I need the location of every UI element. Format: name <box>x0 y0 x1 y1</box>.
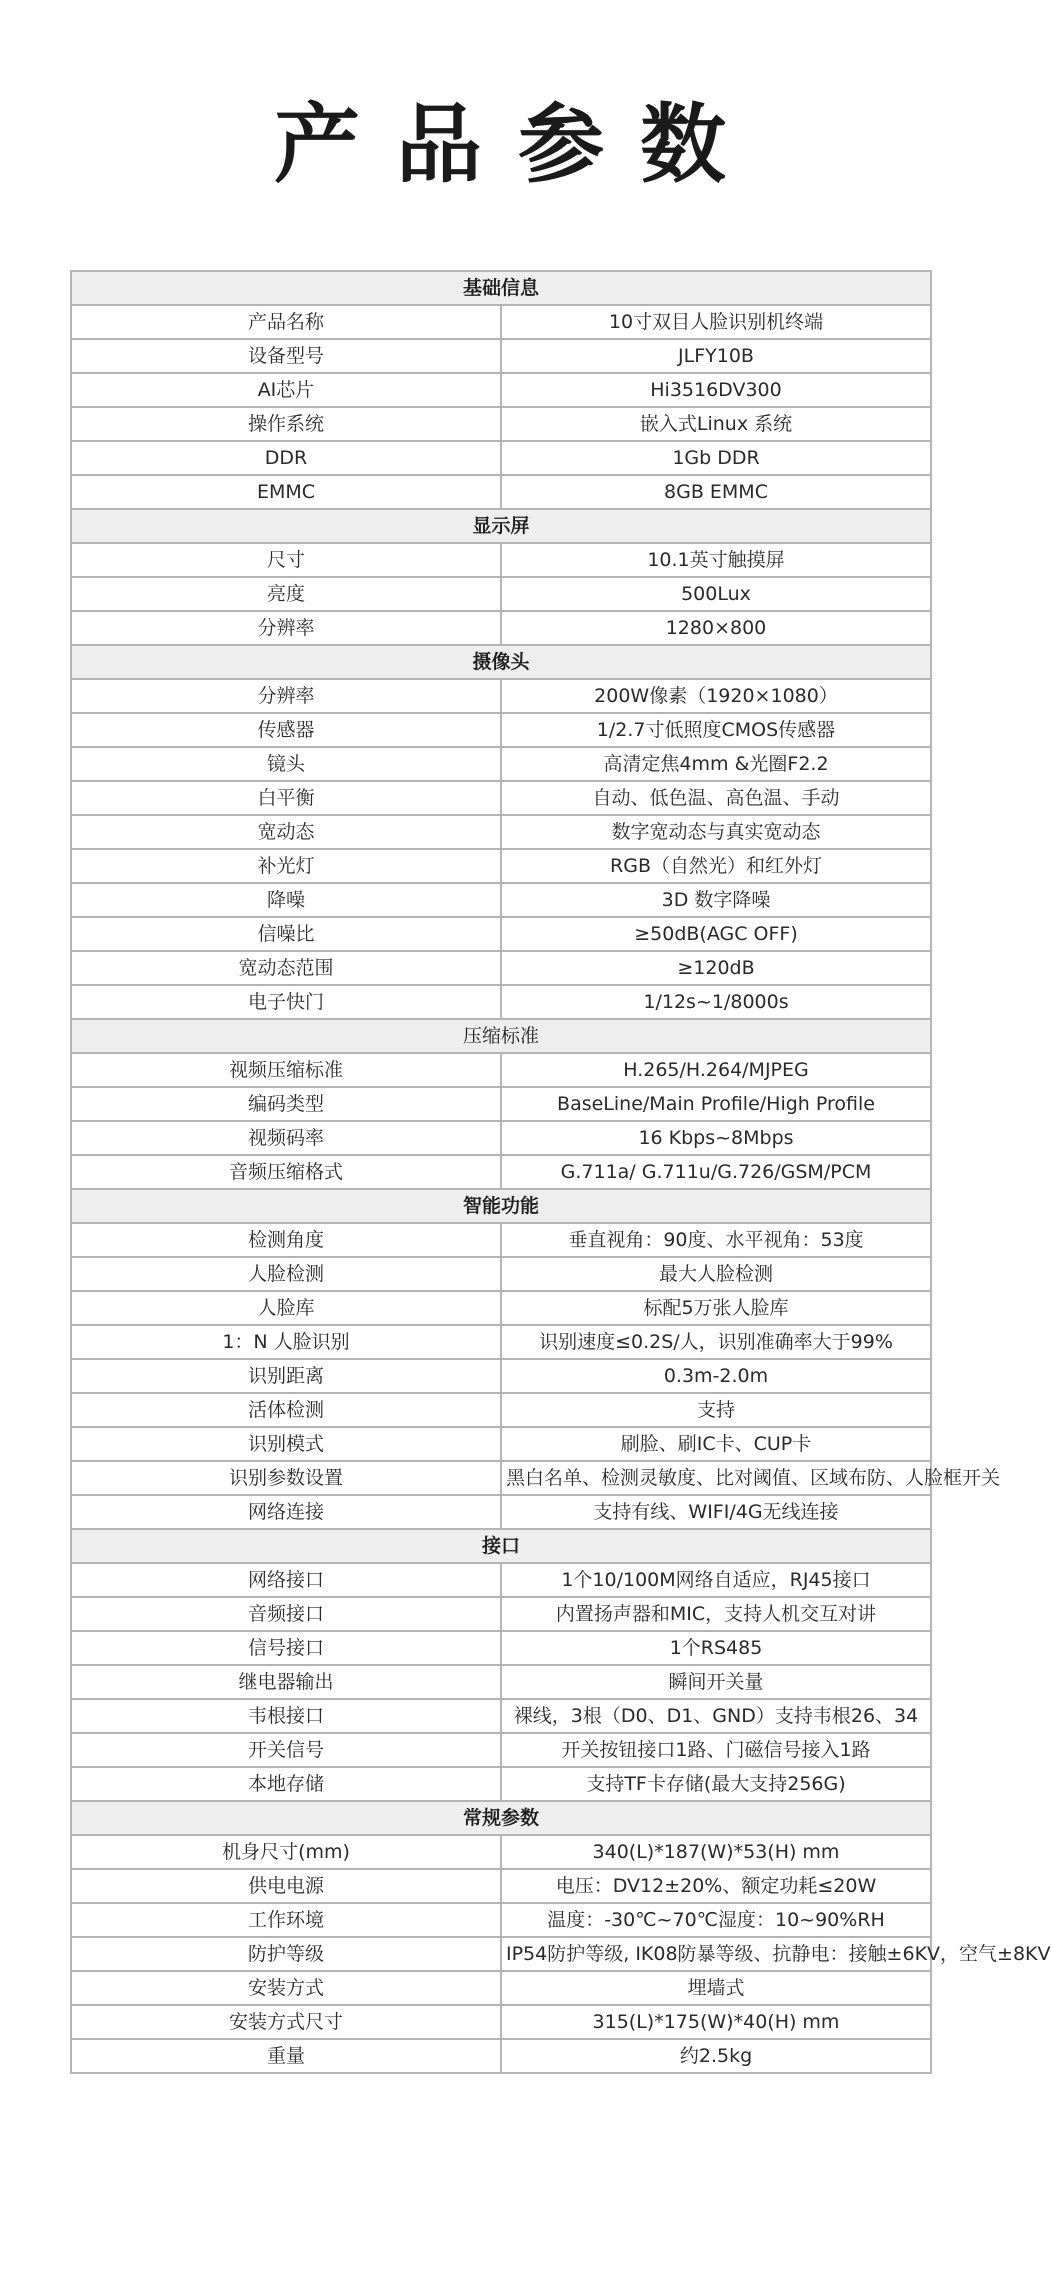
spec-label: 降噪 <box>71 883 501 917</box>
spec-label: 识别参数设置 <box>71 1461 501 1495</box>
spec-label: 信噪比 <box>71 917 501 951</box>
spec-value: 1Gb DDR <box>501 441 931 475</box>
spec-label: 亮度 <box>71 577 501 611</box>
spec-value: H.265/H.264/MJPEG <box>501 1053 931 1087</box>
table-row <box>71 1767 931 1801</box>
table-row <box>71 543 931 577</box>
spec-table-body <box>71 271 1051 2073</box>
table-row <box>71 1869 931 1903</box>
spec-label: 开关信号 <box>71 1733 501 1767</box>
spec-value: 1/12s~1/8000s <box>501 985 931 1019</box>
spec-value: 黑白名单、检测灵敏度、比对阈值、区域布防、人脸框开关 <box>501 1461 931 1495</box>
spec-value: 瞬间开关量 <box>501 1665 931 1699</box>
table-row <box>71 1495 931 1529</box>
table-row <box>71 441 931 475</box>
table-row <box>71 339 931 373</box>
spec-value: RGB（自然光）和红外灯 <box>501 849 931 883</box>
table-row <box>71 1631 931 1665</box>
table-row <box>71 1053 931 1087</box>
spec-value: 200W像素（1920×1080） <box>501 679 931 713</box>
spec-label: 安装方式 <box>71 1971 501 2005</box>
spec-value: 标配5万张人脸库 <box>501 1291 931 1325</box>
spec-label: 识别模式 <box>71 1427 501 1461</box>
spec-value: 1/2.7寸低照度CMOS传感器 <box>501 713 931 747</box>
table-row <box>71 1665 931 1699</box>
table-row <box>71 577 931 611</box>
spec-label: 防护等级 <box>71 1937 501 1971</box>
table-row <box>71 1325 931 1359</box>
spec-value: 最大人脸检测 <box>501 1257 931 1291</box>
spec-label: 传感器 <box>71 713 501 747</box>
table-row <box>71 679 931 713</box>
section-title: 常规参数 <box>71 1801 931 1835</box>
table-row <box>71 1597 931 1631</box>
table-row <box>71 917 931 951</box>
spec-label: 产品名称 <box>71 305 501 339</box>
spec-label: DDR <box>71 441 501 475</box>
spec-value: 温度：-30℃~70℃湿度：10~90%RH <box>501 1903 931 1937</box>
table-row <box>71 1291 931 1325</box>
spec-label: 音频压缩格式 <box>71 1155 501 1189</box>
section-header-row <box>71 1019 931 1053</box>
spec-value: 约2.5kg <box>501 2039 931 2073</box>
spec-label: 视频码率 <box>71 1121 501 1155</box>
spec-label: 人脸库 <box>71 1291 501 1325</box>
spec-label: 白平衡 <box>71 781 501 815</box>
spec-value: 10寸双目人脸识别机终端 <box>501 305 931 339</box>
spec-value: 3D 数字降噪 <box>501 883 931 917</box>
spec-value: 340(L)*187(W)*53(H) mm <box>501 1835 931 1869</box>
table-row <box>71 781 931 815</box>
section-title: 压缩标准 <box>71 1019 931 1053</box>
table-row <box>71 1461 931 1495</box>
section-header-row <box>71 1801 931 1835</box>
spec-label: 1：N 人脸识别 <box>71 1325 501 1359</box>
spec-value: 识别速度≤0.2S/人，识别准确率大于99% <box>501 1325 931 1359</box>
spec-label: 补光灯 <box>71 849 501 883</box>
spec-label: 电子快门 <box>71 985 501 1019</box>
table-row <box>71 1393 931 1427</box>
spec-value: 0.3m-2.0m <box>501 1359 931 1393</box>
table-row <box>71 849 931 883</box>
spec-label: 工作环境 <box>71 1903 501 1937</box>
spec-label: 分辨率 <box>71 611 501 645</box>
spec-value: 嵌入式Linux 系统 <box>501 407 931 441</box>
spec-label: 继电器输出 <box>71 1665 501 1699</box>
spec-value: 数字宽动态与真实宽动态 <box>501 815 931 849</box>
spec-value: 裸线，3根（D0、D1、GND）支持韦根26、34 <box>501 1699 931 1733</box>
spec-table <box>70 270 1051 2074</box>
spec-value: 8GB EMMC <box>501 475 931 509</box>
table-row <box>71 1359 931 1393</box>
spec-value: 500Lux <box>501 577 931 611</box>
spec-label: 供电电源 <box>71 1869 501 1903</box>
spec-label: 网络接口 <box>71 1563 501 1597</box>
spec-label: 安装方式尺寸 <box>71 2005 501 2039</box>
spec-value: ≥120dB <box>501 951 931 985</box>
table-row <box>71 611 931 645</box>
section-header-row <box>71 645 931 679</box>
spec-value: 垂直视角：90度、水平视角：53度 <box>501 1223 931 1257</box>
spec-label: 活体检测 <box>71 1393 501 1427</box>
spec-value: 1个RS485 <box>501 1631 931 1665</box>
spec-label: 分辨率 <box>71 679 501 713</box>
table-row <box>71 815 931 849</box>
spec-label: 宽动态 <box>71 815 501 849</box>
spec-label: 镜头 <box>71 747 501 781</box>
spec-label: AI芯片 <box>71 373 501 407</box>
spec-value: 315(L)*175(W)*40(H) mm <box>501 2005 931 2039</box>
spec-value: 16 Kbps~8Mbps <box>501 1121 931 1155</box>
table-row <box>71 1733 931 1767</box>
spec-label: 本地存储 <box>71 1767 501 1801</box>
spec-label: 视频压缩标准 <box>71 1053 501 1087</box>
section-title: 显示屏 <box>71 509 931 543</box>
table-row <box>71 1223 931 1257</box>
table-row <box>71 1903 931 1937</box>
spec-label: 检测角度 <box>71 1223 501 1257</box>
spec-value: 支持有线、WIFI/4G无线连接 <box>501 1495 931 1529</box>
spec-value: BaseLine/Main Profile/High Profile <box>501 1087 931 1121</box>
table-row <box>71 1155 931 1189</box>
table-row <box>71 2005 931 2039</box>
spec-value: 支持TF卡存储(最大支持256G) <box>501 1767 931 1801</box>
spec-label: 重量 <box>71 2039 501 2073</box>
spec-label: 韦根接口 <box>71 1699 501 1733</box>
section-header-row <box>71 271 931 305</box>
spec-label: 宽动态范围 <box>71 951 501 985</box>
table-row <box>71 1121 931 1155</box>
section-title: 基础信息 <box>71 271 931 305</box>
spec-value: 埋墙式 <box>501 1971 931 2005</box>
spec-value: JLFY10B <box>501 339 931 373</box>
table-row <box>71 1937 931 1971</box>
section-header-row <box>71 1189 931 1223</box>
section-title: 摄像头 <box>71 645 931 679</box>
spec-value: IP54防护等级, IK08防暴等级、抗静电：接触±6KV，空气±8KV <box>501 1937 931 1971</box>
table-row <box>71 475 931 509</box>
spec-value: 1280×800 <box>501 611 931 645</box>
table-row <box>71 883 931 917</box>
spec-label: 网络连接 <box>71 1495 501 1529</box>
table-row <box>71 747 931 781</box>
page-title: 产品参数 <box>274 95 762 195</box>
spec-value: G.711a/ G.711u/G.726/GSM/PCM <box>501 1155 931 1189</box>
table-row <box>71 407 931 441</box>
table-row <box>71 1835 931 1869</box>
spec-label: 尺寸 <box>71 543 501 577</box>
section-header-row <box>71 509 931 543</box>
table-row <box>71 1563 931 1597</box>
table-row <box>71 713 931 747</box>
spec-label: 识别距离 <box>71 1359 501 1393</box>
section-title: 接口 <box>71 1529 931 1563</box>
table-row <box>71 1427 931 1461</box>
spec-value: 开关按钮接口1路、门磁信号接入1路 <box>501 1733 931 1767</box>
spec-value: Hi3516DV300 <box>501 373 931 407</box>
spec-value: 自动、低色温、高色温、手动 <box>501 781 931 815</box>
spec-label: 信号接口 <box>71 1631 501 1665</box>
spec-label: 操作系统 <box>71 407 501 441</box>
section-header-row <box>71 1529 931 1563</box>
spec-label: 设备型号 <box>71 339 501 373</box>
spec-value: 刷脸、刷IC卡、CUP卡 <box>501 1427 931 1461</box>
spec-value: ≥50dB(AGC OFF) <box>501 917 931 951</box>
spec-label: 编码类型 <box>71 1087 501 1121</box>
spec-value: 内置扬声器和MIC，支持人机交互对讲 <box>501 1597 931 1631</box>
table-row <box>71 1699 931 1733</box>
spec-label: 音频接口 <box>71 1597 501 1631</box>
spec-value: 支持 <box>501 1393 931 1427</box>
spec-value: 高清定焦4mm &光圈F2.2 <box>501 747 931 781</box>
table-row <box>71 305 931 339</box>
table-row <box>71 2039 931 2073</box>
table-row <box>71 373 931 407</box>
table-row <box>71 985 931 1019</box>
table-row <box>71 1087 931 1121</box>
section-title: 智能功能 <box>71 1189 931 1223</box>
spec-value: 1个10/100M网络自适应，RJ45接口 <box>501 1563 931 1597</box>
spec-label: 机身尺寸(mm) <box>71 1835 501 1869</box>
spec-label: EMMC <box>71 475 501 509</box>
table-row <box>71 951 931 985</box>
table-row <box>71 1257 931 1291</box>
spec-value: 10.1英寸触摸屏 <box>501 543 931 577</box>
spec-label: 人脸检测 <box>71 1257 501 1291</box>
table-row <box>71 1971 931 2005</box>
spec-value: 电压：DV12±20%、额定功耗≤20W <box>501 1869 931 1903</box>
